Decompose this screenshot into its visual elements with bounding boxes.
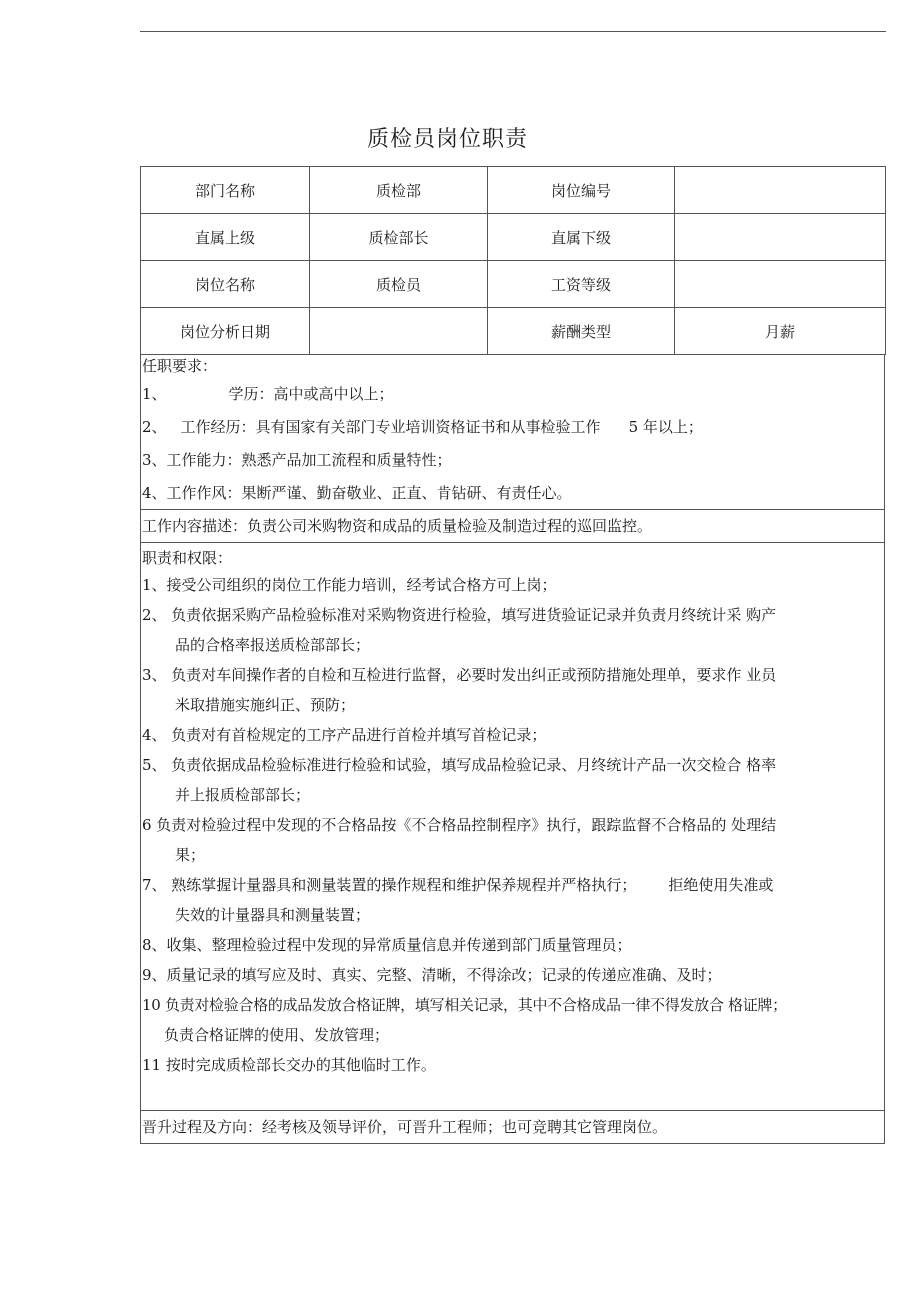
table-row xyxy=(141,261,886,308)
table-row xyxy=(141,308,886,355)
duty-item-continuation: 负责合格证牌的使用、发放管理； xyxy=(164,1026,390,1044)
table-cell-label: 薪酬类型 xyxy=(488,308,675,355)
duty-item: 9、质量记录的填写应及时、真实、完整、清晰，不得涂改；记录的传递应准确、及时； xyxy=(142,966,722,984)
item-text: 工作作风：果断严谨、勤奋敬业、正直、肯钻研、有责任心。 xyxy=(166,484,572,502)
table-cell-label: 部门名称 xyxy=(141,167,310,214)
duty-item: 11 按时完成质检部长交办的其他临时工作。 xyxy=(142,1056,436,1074)
requirements-section xyxy=(140,354,885,510)
table-row xyxy=(141,214,886,261)
item-number: 3、 xyxy=(142,451,167,469)
duty-item: 10 负责对检验合格的成品发放合格证牌，填写相关记录，其中不合格成品一律不得发放合 格证牌； xyxy=(142,996,787,1014)
duty-item-continuation: 米取措施实施纠正、预防； xyxy=(175,696,356,714)
promotion-section xyxy=(140,1111,885,1144)
item-number: 4、 xyxy=(142,484,167,502)
header-rule xyxy=(140,31,886,32)
table-cell-label: 工资等级 xyxy=(488,261,675,308)
document-title: 质检员岗位职责 xyxy=(366,127,528,152)
duty-item-text: 7、 熟练掌握计量器具和测量装置的操作规程和维护保养规程并严格执行； xyxy=(142,876,637,894)
duty-item: 6 负责对检验过程中发现的不合格品按《不合格品控制程序》执行，跟踪监督不合格品的 处理结 xyxy=(142,816,777,834)
duty-item-tail: 拒绝使用失准或 xyxy=(668,876,774,894)
item-text: 学历：高中或高中以上； xyxy=(228,385,394,403)
duty-item: 2、 负责依据采购产品检验标准对采购物资进行检验，填写进货验证记录并负责月终统计采 购产 xyxy=(142,606,777,624)
table-cell-value: 质检部长 xyxy=(310,214,488,261)
duty-item-continuation: 并上报质检部部长； xyxy=(175,786,311,804)
duties-heading: 职责和权限： xyxy=(142,549,233,567)
item-number: 2、 xyxy=(142,418,167,436)
work-description-section xyxy=(140,510,885,543)
requirement-item xyxy=(141,477,884,510)
duty-item-continuation: 果； xyxy=(175,846,206,864)
position-info-table xyxy=(140,166,886,355)
table-cell-label: 直属下级 xyxy=(488,214,675,261)
item-text: 工作经历：具有国家有关部门专业培训资格证书和从事检验工作 xyxy=(180,418,601,436)
table-cell-label: 岗位编号 xyxy=(488,167,675,214)
item-number: 1、 xyxy=(142,385,167,403)
requirement-item xyxy=(141,378,884,411)
duties-body xyxy=(141,543,884,1080)
promotion-text: 晋升过程及方向：经考核及领导评价，可晋升工程师；也可竞聘其它管理岗位。 xyxy=(142,1118,668,1136)
duty-item-continuation: 品的合格率报送质检部部长； xyxy=(175,636,371,654)
item-text: 工作能力：熟悉产品加工流程和质量特性； xyxy=(166,451,452,469)
requirement-item xyxy=(141,444,884,477)
duty-item: 1、接受公司组织的岗位工作能力培训，经考试合格方可上岗； xyxy=(142,576,557,594)
table-cell-value xyxy=(675,214,886,261)
table-cell-value: 质检员 xyxy=(310,261,488,308)
requirements-heading: 任职要求： xyxy=(142,357,218,375)
work-description-text: 工作内容描述：负责公司米购物资和成品的质量检验及制造过程的巡回监控。 xyxy=(142,517,653,535)
item-text-tail: 5 年以上； xyxy=(628,418,703,436)
table-cell-label: 直属上级 xyxy=(141,214,310,261)
table-cell-value: 月薪 xyxy=(675,308,886,355)
table-cell-value: 质检部 xyxy=(310,167,488,214)
duties-section xyxy=(140,543,885,1111)
duty-item: 4、 负责对有首检规定的工序产品进行首检并填写首检记录； xyxy=(142,726,547,744)
duty-item: 3、 负责对车间操作者的自检和互检进行监督，必要时发出纠正或预防措施处理单，要求作 业员 xyxy=(142,666,777,684)
duty-item: 8、收集、整理检验过程中发现的异常质量信息并传递到部门质量管理员； xyxy=(142,936,632,954)
duty-item xyxy=(142,870,884,900)
requirement-item xyxy=(141,411,884,444)
table-cell-value xyxy=(675,167,886,214)
duty-item: 5、 负责依据成品检验标准进行检验和试验，填写成品检验记录、月终统计产品一次交检合 格率 xyxy=(142,756,777,774)
table-cell-value xyxy=(310,308,488,355)
duty-item-continuation: 失效的计量器具和测量装置； xyxy=(175,906,371,924)
table-row xyxy=(141,167,886,214)
table-cell-value xyxy=(675,261,886,308)
table-cell-label: 岗位名称 xyxy=(141,261,310,308)
table-cell-label: 岗位分析日期 xyxy=(141,308,310,355)
